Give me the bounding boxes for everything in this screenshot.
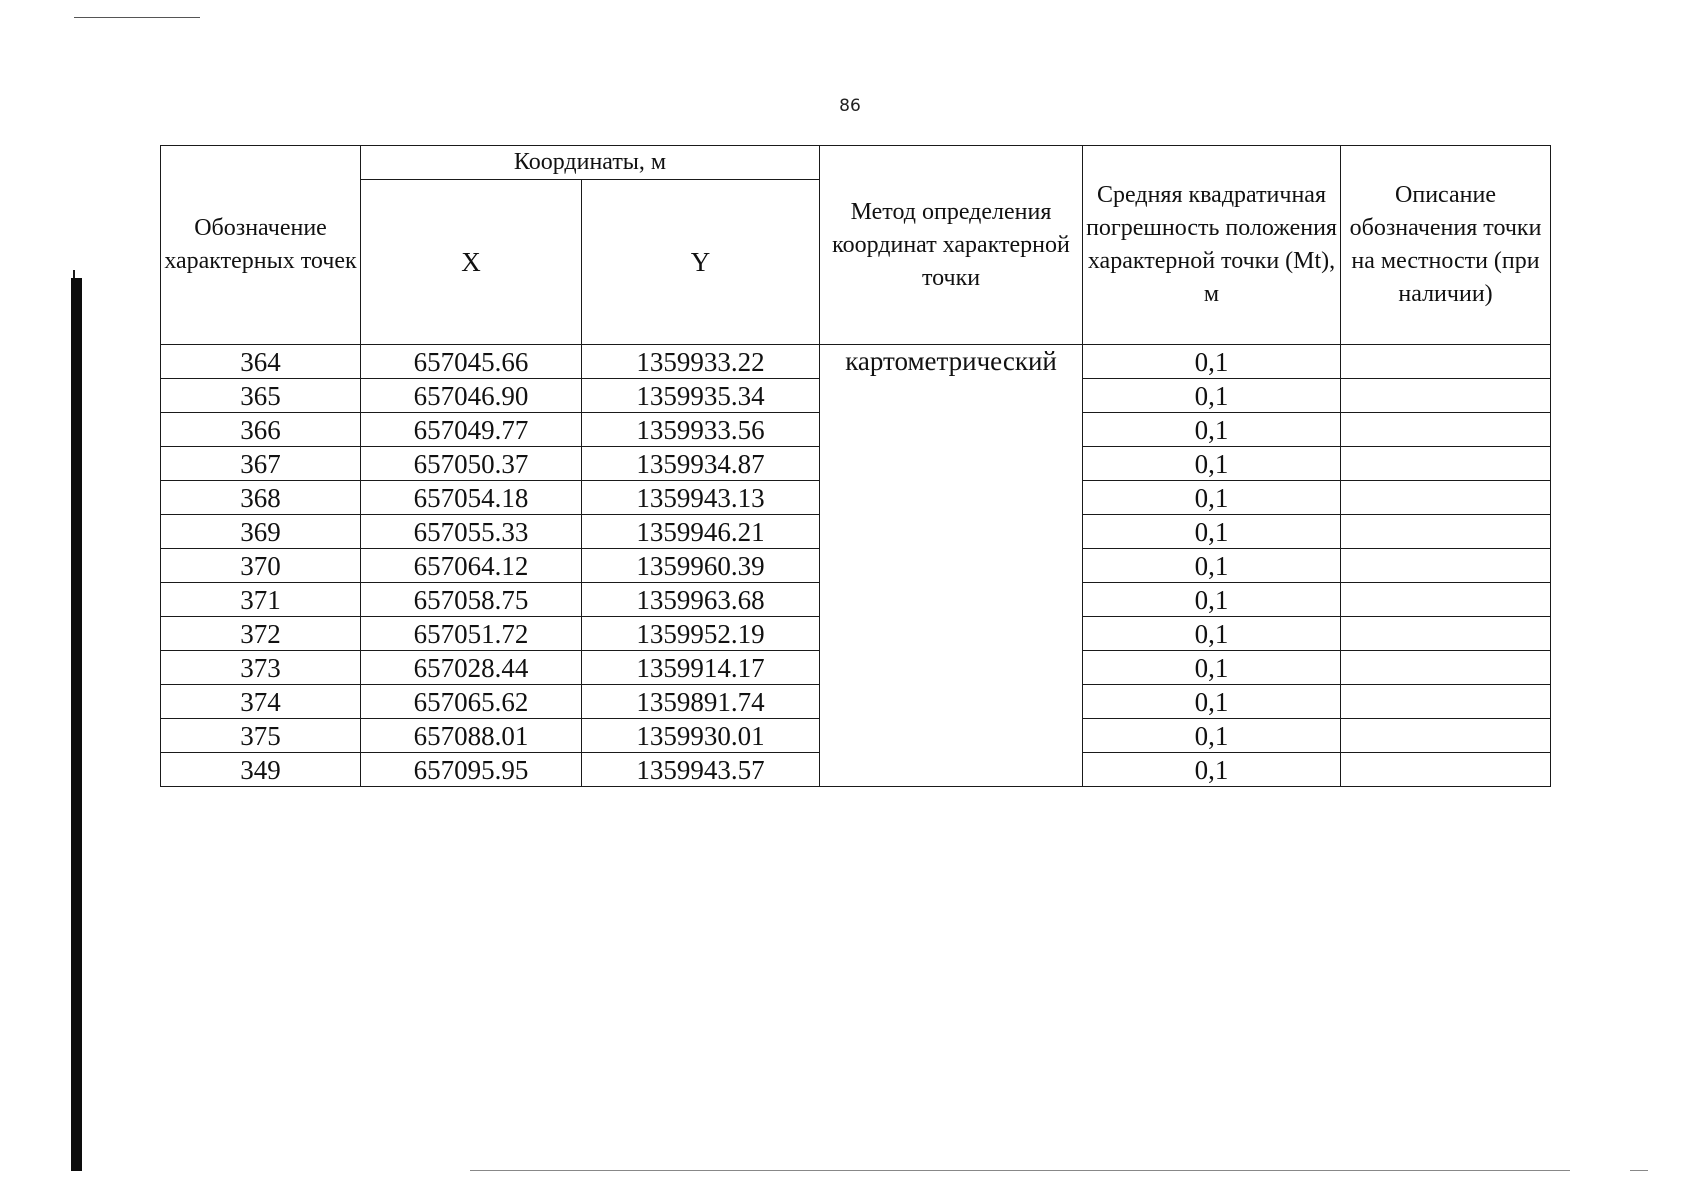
cell-y: 1359891.74	[582, 685, 820, 719]
cell-x: 657095.95	[361, 753, 582, 787]
cell-x: 657028.44	[361, 651, 582, 685]
cell-x: 657045.66	[361, 345, 582, 379]
cell-description	[1341, 549, 1551, 583]
cell-point: 370	[161, 549, 361, 583]
header-coordinates: Координаты, м	[361, 146, 820, 180]
cell-description	[1341, 685, 1551, 719]
cell-description	[1341, 617, 1551, 651]
cell-description	[1341, 753, 1551, 787]
cell-point: 349	[161, 753, 361, 787]
cell-y: 1359963.68	[582, 583, 820, 617]
cell-description	[1341, 515, 1551, 549]
cell-mt: 0,1	[1083, 719, 1341, 753]
cell-x: 657088.01	[361, 719, 582, 753]
cell-mt: 0,1	[1083, 617, 1341, 651]
cell-mt: 0,1	[1083, 481, 1341, 515]
cell-y: 1359946.21	[582, 515, 820, 549]
cell-point: 369	[161, 515, 361, 549]
header-y: Y	[582, 180, 820, 345]
coordinates-table	[160, 145, 1551, 787]
cell-point: 375	[161, 719, 361, 753]
header-x: X	[361, 180, 582, 345]
table-body	[161, 345, 1551, 787]
cell-mt: 0,1	[1083, 583, 1341, 617]
cell-description	[1341, 413, 1551, 447]
cell-x: 657058.75	[361, 583, 582, 617]
cell-mt: 0,1	[1083, 651, 1341, 685]
cell-point: 372	[161, 617, 361, 651]
cell-y: 1359914.17	[582, 651, 820, 685]
cell-mt: 0,1	[1083, 753, 1341, 787]
cell-mt: 0,1	[1083, 549, 1341, 583]
cell-y: 1359930.01	[582, 719, 820, 753]
cell-x: 657065.62	[361, 685, 582, 719]
cell-y: 1359943.13	[582, 481, 820, 515]
header-error: Средняя квадратичная погрешность положения характерной точки (Mt), м	[1083, 146, 1341, 345]
cell-mt: 0,1	[1083, 685, 1341, 719]
cell-mt: 0,1	[1083, 413, 1341, 447]
cell-point: 373	[161, 651, 361, 685]
bottom-rule-line	[470, 1170, 1570, 1171]
cell-x: 657049.77	[361, 413, 582, 447]
cell-point: 368	[161, 481, 361, 515]
cell-description	[1341, 719, 1551, 753]
page-number: 86	[839, 96, 861, 116]
cell-y: 1359934.87	[582, 447, 820, 481]
cell-x: 657054.18	[361, 481, 582, 515]
cell-point: 371	[161, 583, 361, 617]
cell-point: 366	[161, 413, 361, 447]
cell-y: 1359943.57	[582, 753, 820, 787]
cell-x: 657064.12	[361, 549, 582, 583]
cell-x: 657055.33	[361, 515, 582, 549]
cell-mt: 0,1	[1083, 379, 1341, 413]
cell-description	[1341, 651, 1551, 685]
scan-edge-bar	[71, 278, 82, 1171]
cell-description	[1341, 345, 1551, 379]
cell-description	[1341, 481, 1551, 515]
cell-description	[1341, 447, 1551, 481]
cell-x: 657046.90	[361, 379, 582, 413]
cell-y: 1359933.22	[582, 345, 820, 379]
cell-y: 1359960.39	[582, 549, 820, 583]
cell-mt: 0,1	[1083, 447, 1341, 481]
cell-y: 1359952.19	[582, 617, 820, 651]
top-rule-line	[74, 17, 200, 18]
cell-point: 364	[161, 345, 361, 379]
cell-method: картометрический	[820, 345, 1083, 787]
cell-x: 657051.72	[361, 617, 582, 651]
cell-y: 1359935.34	[582, 379, 820, 413]
cell-point: 374	[161, 685, 361, 719]
cell-mt: 0,1	[1083, 515, 1341, 549]
table-row	[161, 345, 1551, 379]
cell-point: 367	[161, 447, 361, 481]
bottom-rule-end	[1630, 1170, 1648, 1171]
cell-description	[1341, 583, 1551, 617]
cell-mt: 0,1	[1083, 345, 1341, 379]
cell-y: 1359933.56	[582, 413, 820, 447]
header-designation: Обозначение характерных точек	[161, 146, 361, 345]
header-method: Метод определения координат характерной точки	[820, 146, 1083, 345]
cell-x: 657050.37	[361, 447, 582, 481]
header-description: Описание обозначения точки на местности (при наличии)	[1341, 146, 1551, 345]
cell-point: 365	[161, 379, 361, 413]
cell-description	[1341, 379, 1551, 413]
